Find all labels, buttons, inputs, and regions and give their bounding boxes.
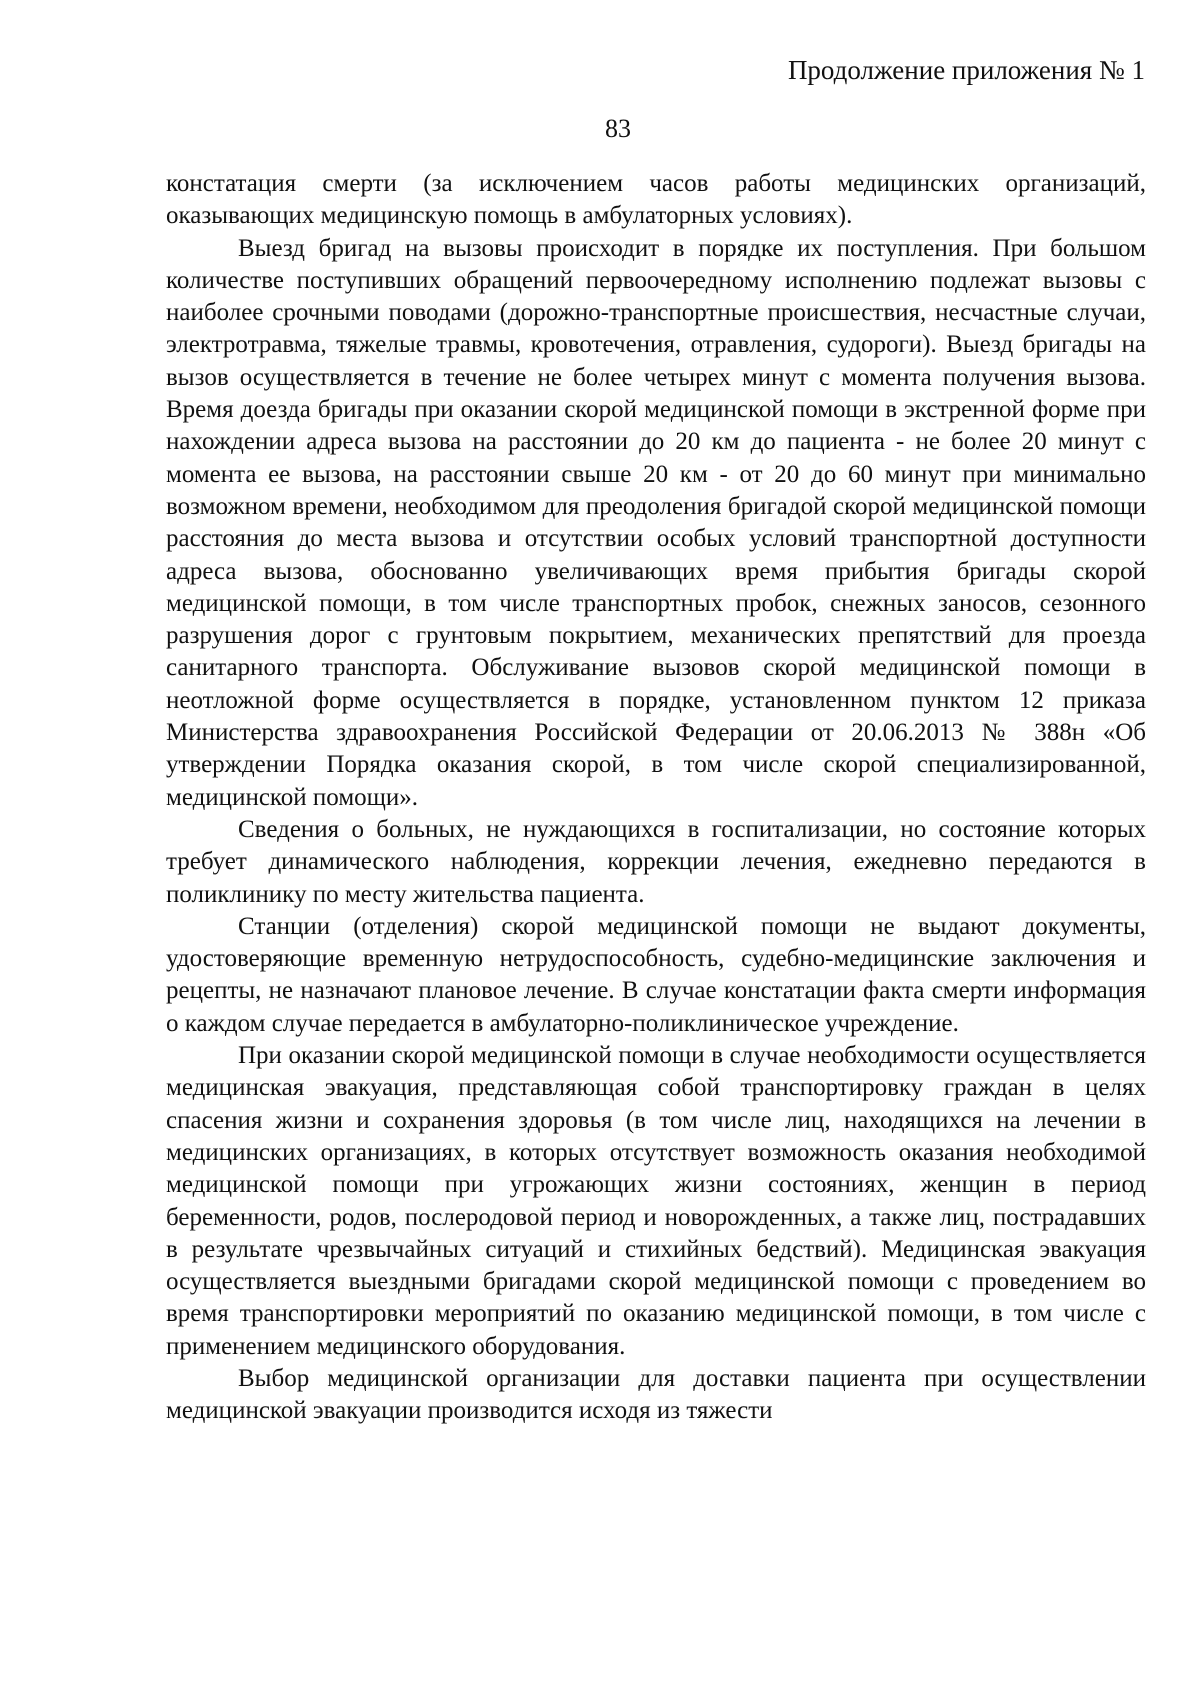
appendix-continuation-note: Продолжение приложения № 1 — [787, 55, 1145, 85]
paragraph-organization-choice: Выбор медицинской организации для доставки пациента при осуществлении медицинской эвакуации производится исходя из тяжести — [166, 1364, 1146, 1425]
paragraph-documents: Станции (отделения) скорой медицинской помощи не выдают документы, удостоверяющие временную нетрудоспособность, судебно-медицинские заключения и рецепты, не назначают плановое лечение. В случае констатации факта смерти информация о каждом случае передается в амбулаторно-поликлиническое учреждение. — [166, 912, 1146, 1037]
paragraph-medical-evacuation: При оказании скорой медицинской помощи в случае необходимости осуществляется медицинская эвакуация, представляющая собой транспортировку граждан в целях спасения жизни и сохранения здоровья (в том числе лиц, находящихся на лечении в медицинских организациях, в которых отсутствует возможность оказания необходимой медицинской помощи при угрожающих жизни состояниях, женщин в период беременности, родов, послеродовой период и новорожденных, а также лиц, пострадавших в результате чрезвычайных ситуаций и стихийных бедствий). Медицинская эвакуация осуществляется выездными бригадами скорой медицинской помощи с проведением во время транспортировки мероприятий по оказанию медицинской помощи, в том числе с применением медицинского оборудования. — [166, 1042, 1146, 1360]
document-body — [166, 168, 1146, 1428]
paragraph-brigade-dispatch: Выезд бригад на вызовы происходит в порядке их поступления. При большом количестве поступивших обращений первоочередному исполнению подлежат вызовы с наиболее срочными поводами (дорожно-транспортные происшествия, несчастные случаи, электротравма, тяжелые травмы, кровотечения, отравления, судороги). Выезд бригады на вызов осуществляется в течение не более четырех минут с момента получения вызова. Время доезда бригады при оказании скорой медицинской помощи в экстренной форме при нахождении адреса вызова на расстоянии до 20 км до пациента - не более 20 минут с момента ее вызова, на расстоянии свыше 20 км - от 20 до 60 минут при минимально возможном времени, необходимом для преодоления бригадой скорой медицинской помощи расстояния до места вызова и отсутствии особых условий транспортной доступности адреса вызова, обоснованно увеличивающих время прибытия бригады скорой медицинской помощи, в том числе транспортных пробок, снежных заносов, сезонного разрушения дорог с грунтовым покрытием, механических препятствий для проезда санитарного транспорта. Обслуживание вызовов скорой медицинской помощи в неотложной форме осуществляется в порядке, установленном пунктом 12 приказа Министерства здравоохранения Российской Федерации от 20.06.2013 № 388н «Об утверждении Порядка оказания скорой, в том числе скорой специализированной, медицинской помощи». — [166, 234, 1146, 811]
page-number: 83 — [605, 114, 631, 143]
paragraph-patient-info: Сведения о больных, не нуждающихся в госпитализации, но состояние которых требует динамического наблюдения, коррекции лечения, ежедневно передаются в поликлинику по месту жительства пациента. — [166, 815, 1146, 908]
paragraph-continuation: констатация смерти (за исключением часов работы медицинских организаций, оказывающих медицинскую помощь в амбулаторных условиях). — [166, 170, 1146, 230]
